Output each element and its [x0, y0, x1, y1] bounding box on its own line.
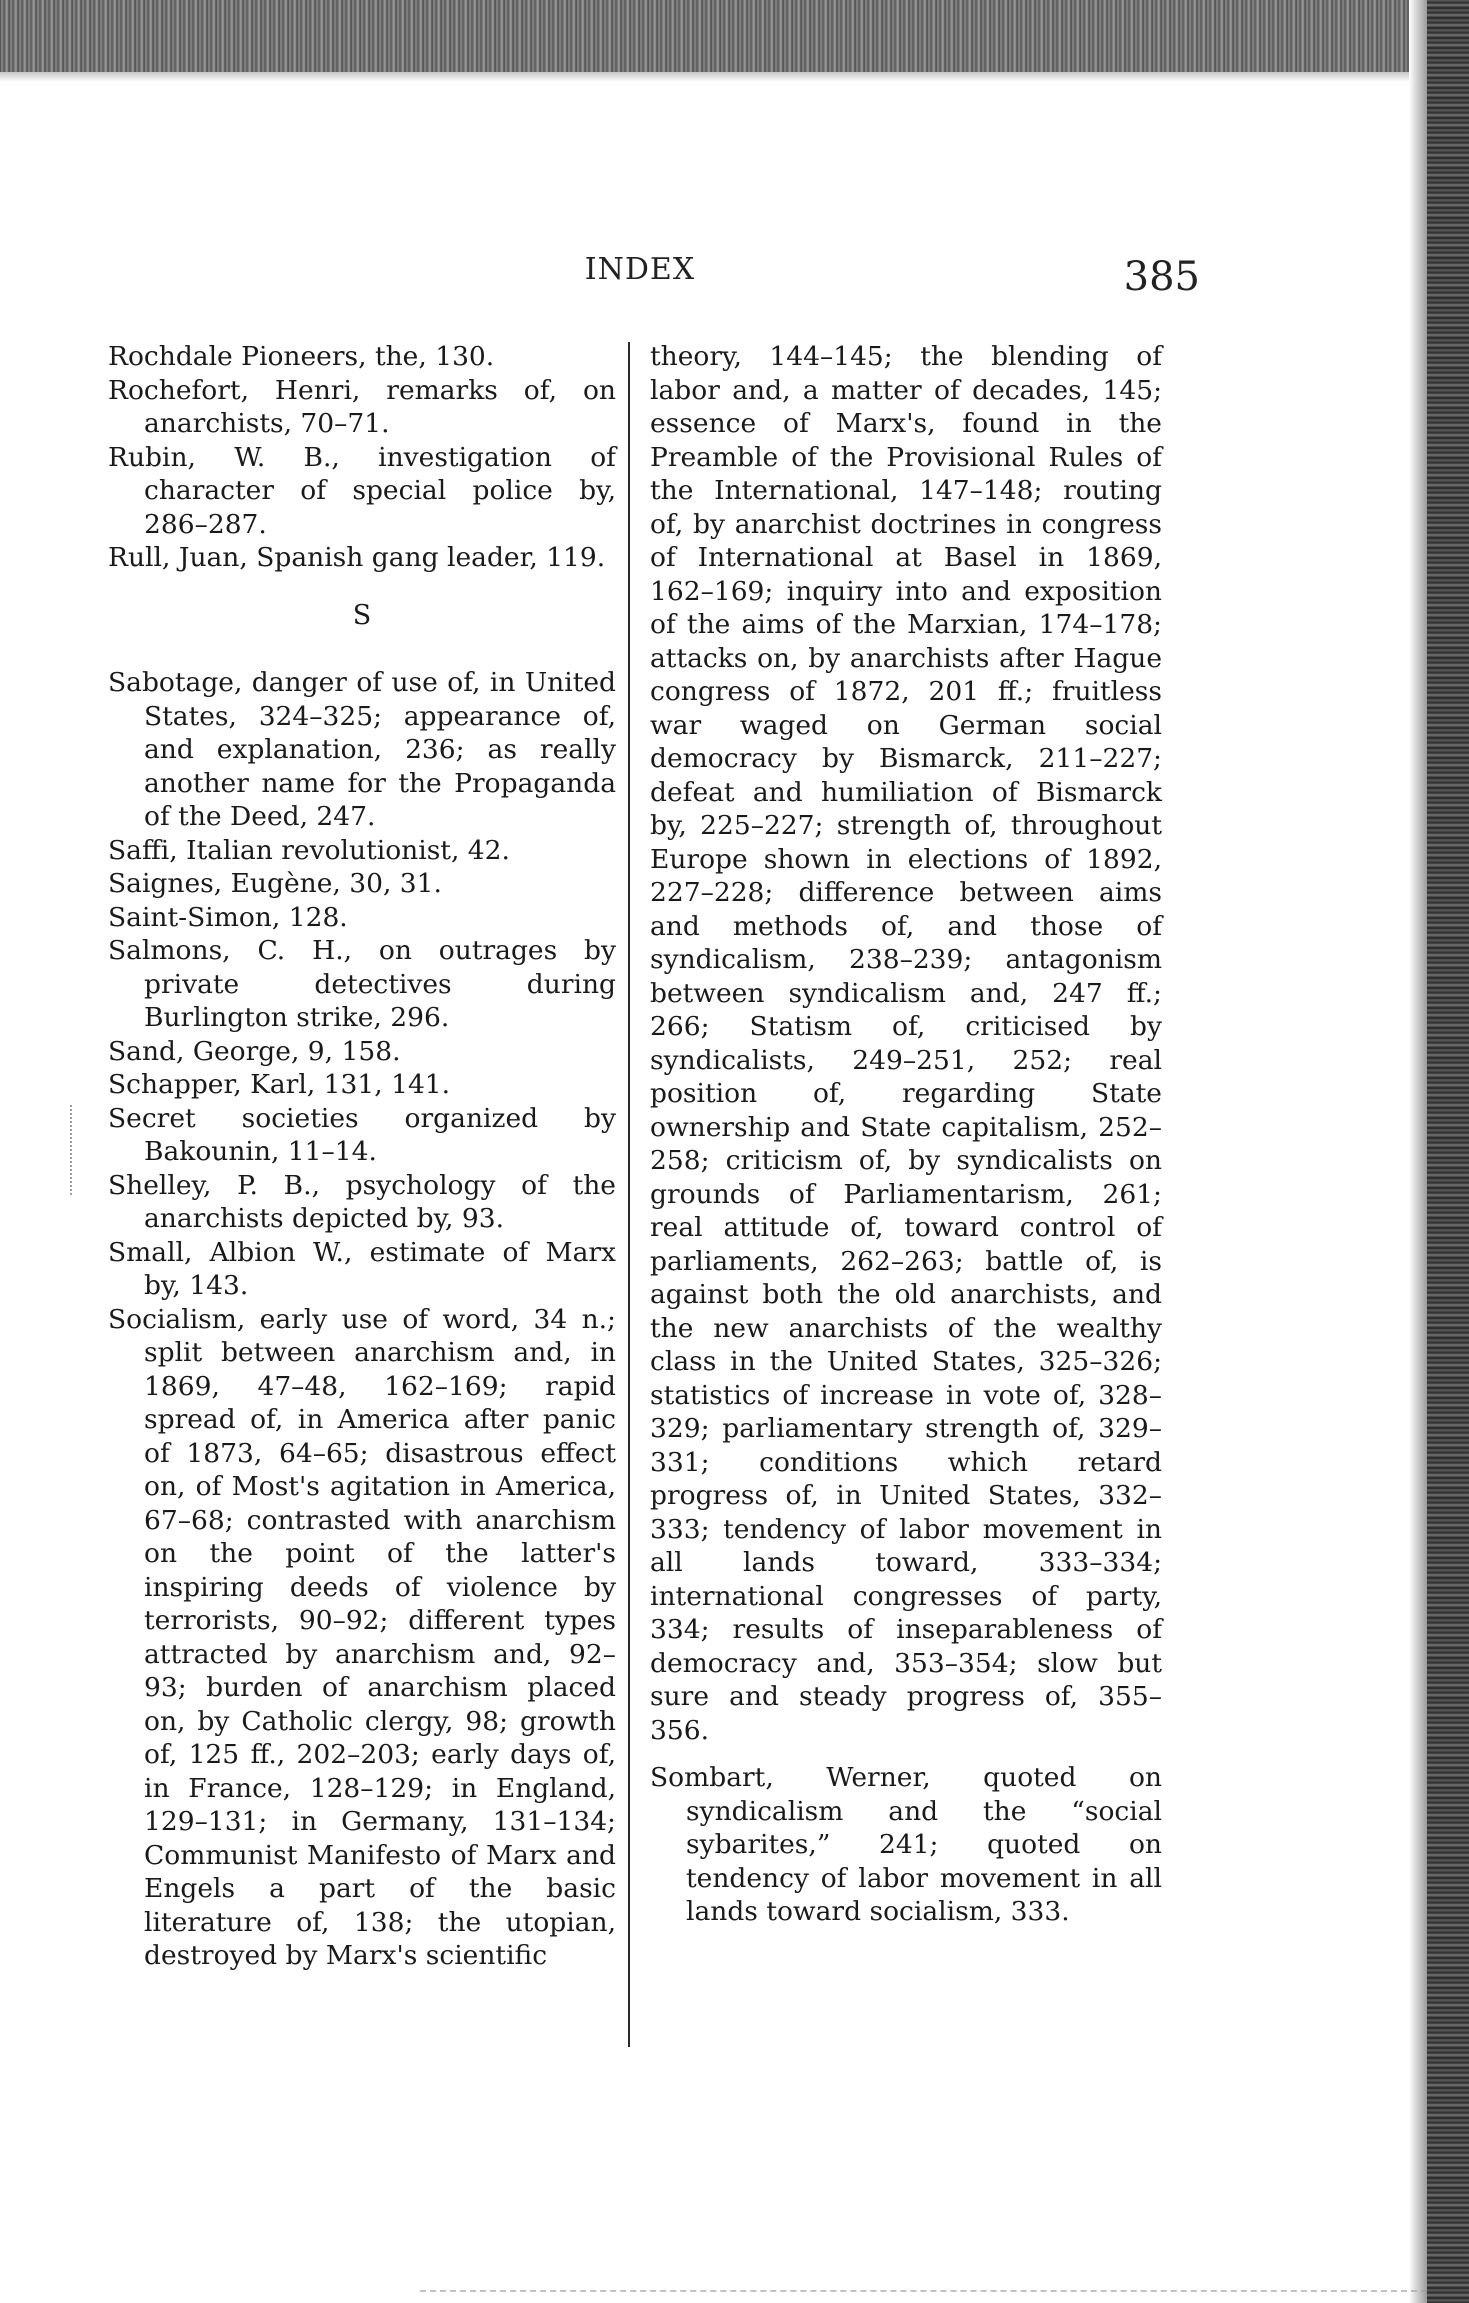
- section-letter: S: [352, 599, 372, 631]
- index-entry-continuation: theory, 144–145; the blending of labor and, a matter of decades, 145; essence of Marx's, found in the Preamble of the Provisional Rules of the International, 147–148; routing of, by anarchist doctrines in congress of International at Basel in 1869, 162–169; inquiry into and exposition of the aims of the Marxian, 174–178; attacks on, by anarchists after Hague congress of 1872, 201 ff.; fruitless war waged on German social democracy by Bismarck, 211–227; defeat and humiliation of Bismarck by, 225–227; strength of, throughout Europe shown in elections of 1892, 227–228; difference between aims and methods of, and those of syndicalism, 238–239; antagonism between syndicalism and, 247 ff.; 266; Statism of, criticised by syndicalists, 249–251, 252; real position of, regarding State ownership and State capitalism, 252–258; criticism of, by syndicalists on grounds of Parliamentarism, 261; real attitude of, toward control of parliaments, 262–263; battle of, is against both the old anarchists, and the new anarchists of the wealthy class in the United States, 325–326; statistics of increase in vote of, 328–329; parliamentary strength of, 329–331; conditions which retard progress of, in United States, 332–333; tendency of labor movement in all lands toward, 333–334; international congresses of party, 334; results of inseparableness of democracy and, 353–354; slow but sure and steady progress of, 355–356.: [650, 341, 1162, 1746]
- index-entry: Shelley, P. B., psychology of the anarchists depicted by, 93.: [108, 1169, 616, 1234]
- scan-right-edge: [1427, 0, 1469, 2303]
- index-entry: Sombart, Werner, quoted on syndicalism and the “social sybarites,” 241; quoted on tendency of labor movement in all lands toward socialism, 333.: [650, 1762, 1162, 1927]
- page-number: 385: [1123, 254, 1200, 300]
- index-entry: Secret societies organized by Bakounin, 11–14.: [108, 1102, 616, 1167]
- index-entry: Salmons, C. H., on outrages by private detectives during Burlington strike, 296.: [108, 935, 616, 1033]
- index-entry: Rochdale Pioneers, the, 130.: [108, 341, 495, 372]
- index-entry: Schapper, Karl, 131, 141.: [108, 1069, 451, 1100]
- index-column-left: [108, 340, 616, 1973]
- index-entry: Small, Albion W., estimate of Marx by, 143.: [108, 1236, 616, 1301]
- index-entry: Saignes, Eugène, 30, 31.: [108, 868, 442, 899]
- index-entry: Saint-Simon, 128.: [108, 901, 348, 933]
- page-header: [0, 252, 1469, 322]
- index-entry: Saffi, Italian revolutionist, 42.: [108, 834, 510, 866]
- index-entry: Rull, Juan, Spanish gang leader, 119.: [108, 542, 606, 573]
- scan-bottom-edge: [420, 2290, 1427, 2295]
- scan-top-edge: [0, 0, 1469, 72]
- column-divider: [628, 342, 630, 2047]
- margin-marks: [70, 1105, 78, 1195]
- index-column-right: [650, 340, 1162, 1929]
- running-head: INDEX: [584, 252, 696, 287]
- index-entry: Rochefort, Henri, remarks of, on anarchists, 70–71.: [108, 374, 616, 439]
- index-entry: Socialism, early use of word, 34 n.; split between anarchism and, in 1869, 47–48, 162–169; rapid spread of, in America after panic of 1873, 64–65; disastrous effect on, of Most's agitation in America, 67–68; contrasted with anarchism on the point of the latter's inspiring deeds of violence by terrorists, 90–92; different types attracted by anarchism and, 92–93; burden of anarchism placed on, by Catholic clergy, 98; growth of, 125 ff., 202–203; early days of, in France, 128–129; in England, 129–131; in Germany, 131–134; Communist Manifesto of Marx and Engels a part of the basic literature of, 138; the utopian, destroyed by Marx's scientific: [108, 1303, 616, 1971]
- index-entry: Rubin, W. B., investigation of character of special police by, 286–287.: [108, 441, 616, 540]
- index-entry: Sand, George, 9, 158.: [108, 1035, 401, 1067]
- index-entry: Sabotage, danger of use of, in United States, 324–325; appearance of, and explanation, 236; as really another name for the Propaganda of the Deed, 247.: [108, 667, 616, 832]
